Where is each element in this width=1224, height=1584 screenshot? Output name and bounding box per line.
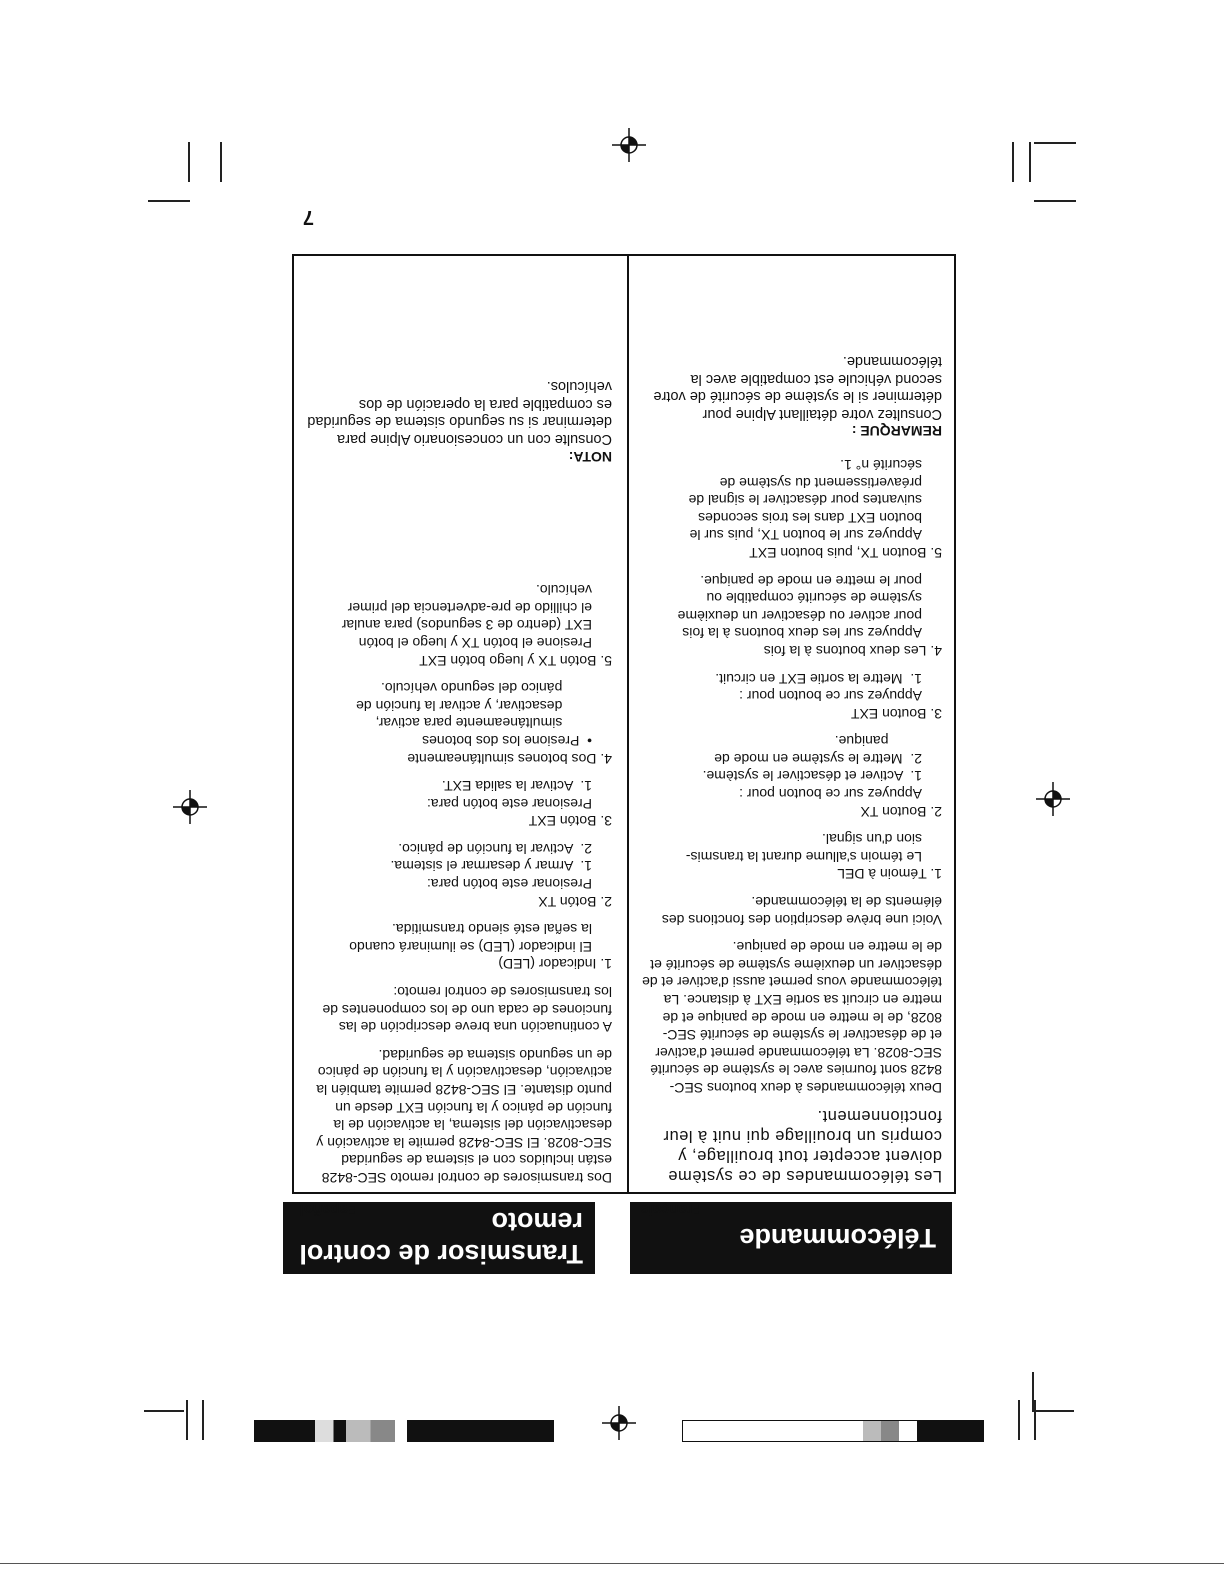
espanol-item-1 [304,920,612,973]
item-line: système de sécurité compatible ou [706,590,922,607]
espanol-title-line1: Transmisor de control [299,1239,583,1269]
crop-mark [189,142,191,182]
crop-mark [1033,1372,1035,1412]
item-line: la señal esté siendo transmitida. [392,921,592,938]
column-divider [627,254,629,1194]
espanol-intro-1: Dos transmisores de control remoto SEC-8428 están incluidos con el sistema de seguridad SEC-8028. El SEC-8428 permite la activación y desactivación del sistema, la activación de la función de pánico y la función EXT desde un punto distante. El SEC-8428 permite también la activación, desactivación y la función de pánico de un segundo sistema de seguridad. [316,1046,612,1186]
item-line: Presionar este botón para: [427,876,592,893]
francais-remark: Consultez votre détaillant Alpine pour déterminer si le système de sécurité de votre second véhicule est compatible avec la télécommande. [653,353,942,422]
francais-remark-head: REMARQUE : [851,423,942,440]
crop-mark [221,142,223,182]
item-title: 2. Botón TX [538,893,612,910]
crop-mark [144,1411,184,1413]
registration-mark-icon [173,790,207,824]
item-line: suivantes pour désactiver le signal de [688,492,922,509]
espanol-item-5 [304,581,612,669]
francais-intro-3: Voici une brève description des fonctions des éléments de la télécommande. [661,894,942,928]
espanol-note: Consulte con un concesionario Alpine para determinar si su segundo sistema de seguridad es compatible para la operación de dos vehículos. [307,378,612,447]
item-title: 1. Témoin à DEL [837,866,942,883]
espanol-lang-label: Español [299,1201,358,1218]
item-bullet: • Presione los dos botones [422,732,592,749]
item-title: 5. Bouton TX, puis bouton EXT [749,544,942,561]
item-sub: panique. [834,733,904,750]
registration-mark-icon [602,1406,636,1440]
item-line: el chillido de pre-advertencia del primer [347,599,592,616]
item-bullet: simultáneamente para activar, [375,715,574,732]
crop-mark [148,201,190,203]
item-line: Appuyez sur les deux boutons à la fois [682,625,922,642]
francais-item-2 [640,732,942,820]
francais-item-1 [640,830,942,883]
item-line: Presione el botón TX y luego el botón [358,634,592,651]
registration-mark-icon [1036,782,1070,816]
item-line: EXT (dentro de 3 segundos) para anular [341,617,592,634]
item-title: 3. Bouton EXT [850,705,942,722]
francais-column [640,341,942,1186]
crop-mark [187,1400,189,1440]
item-line: bouton EXT dans les trois secondes [698,509,922,526]
francais-item-5 [640,455,942,561]
crop-mark [1034,143,1076,145]
francais-item-4 [640,571,942,659]
francais-title: Télécommande [739,1223,936,1253]
crop-mark [203,1400,205,1440]
item-line: Appuyez sur le bouton TX, puis sur le [689,527,922,544]
item-sub: 1. Activer et désactiver le système. [702,768,922,785]
espanol-column [304,367,612,1186]
crop-mark [1035,1400,1037,1440]
crop-mark [1030,142,1032,182]
item-line: sécurité n° 1. [840,457,922,473]
espanol-intro-2: A continuación una breve descripción de las funciones de cada uno de los componentes de los transmisores de control remoto: [322,984,612,1036]
item-bullet: desactivar, y activar la función de [356,697,574,714]
item-title: 2. Bouton TX [860,803,942,820]
scan-edge [0,1563,1224,1564]
item-line: El indicador (LED) se iluminará cuando [349,938,592,955]
item-title: 5. Botón TX y luego botón EXT [419,652,612,669]
color-bar-right [254,1420,560,1442]
item-title: 3. Botón EXT [528,813,612,830]
espanol-title-line2: remoto [491,1207,583,1237]
crop-mark [1019,1400,1021,1440]
color-bar-left [682,1420,984,1442]
item-title: 4. Les deux boutons à la fois [763,642,942,659]
item-line: vehículo. [535,582,592,599]
item-line: Appuyez sur ce bouton pour : [739,688,922,705]
item-title: 4. Dos botones simultáneamente [407,750,612,767]
crop-mark [1034,1411,1074,1413]
item-line: préavertissement du système de [719,474,922,491]
francais-intro-2: Deux télécommandes à deux boutons SEC-8428 sont fournies avec le système de sécurité SEC-8028. La télécommande permet d'activer et de désactiver le système de sécurité SEC-8028, de le mettre en mode de panique et de mettre en circuit sa sortie EXT à distance. La télécommande vous permet aussi d'activer et de désactiver un deuxième système de sécurité et de le mettre en mode de panique. [642,939,942,1096]
item-bullet: pánico del segundo vehículo. [380,680,574,697]
item-title: 1. Indicador (LED) [498,956,612,973]
espanol-item-2 [304,839,612,909]
item-sub: 2. Activar la función de pánico. [398,840,592,857]
item-line: Appuyez sur ce bouton pour : [739,786,922,803]
item-sub: 2. Mettre le système en mode de [714,750,922,767]
crop-mark [1013,142,1015,182]
item-sub: 1. Mettre la sortie EXT en circuit. [715,670,922,687]
item-sub: 1. Activar la salida EXT. [441,778,592,795]
item-line: pour activer ou désactiver un deuxième [677,607,922,624]
item-sub: 1. Armar y desarmar el sistema. [390,858,592,875]
item-line: Presionar este botón para: [427,795,592,812]
item-line: sion d'un signal. [822,831,922,848]
francais-item-3 [640,669,942,722]
crop-mark [1034,201,1076,203]
page-number: 7 [302,206,314,228]
espanol-item-3 [304,777,612,830]
item-line: pour le mettre en mode de panique. [700,572,922,589]
espanol-note-head: NOTA: [568,448,612,465]
item-line: Le témoin s'allume durant la transmis- [685,848,922,865]
espanol-item-4 [304,679,612,767]
francais-lang-label: Français [640,1201,702,1218]
francais-intro-1: Les télécommandes de ce système doivent accepter tout brouillage, y compris un brouillage qui nuit à leur fonctionnement. [663,1107,942,1185]
registration-mark-icon [612,128,646,162]
